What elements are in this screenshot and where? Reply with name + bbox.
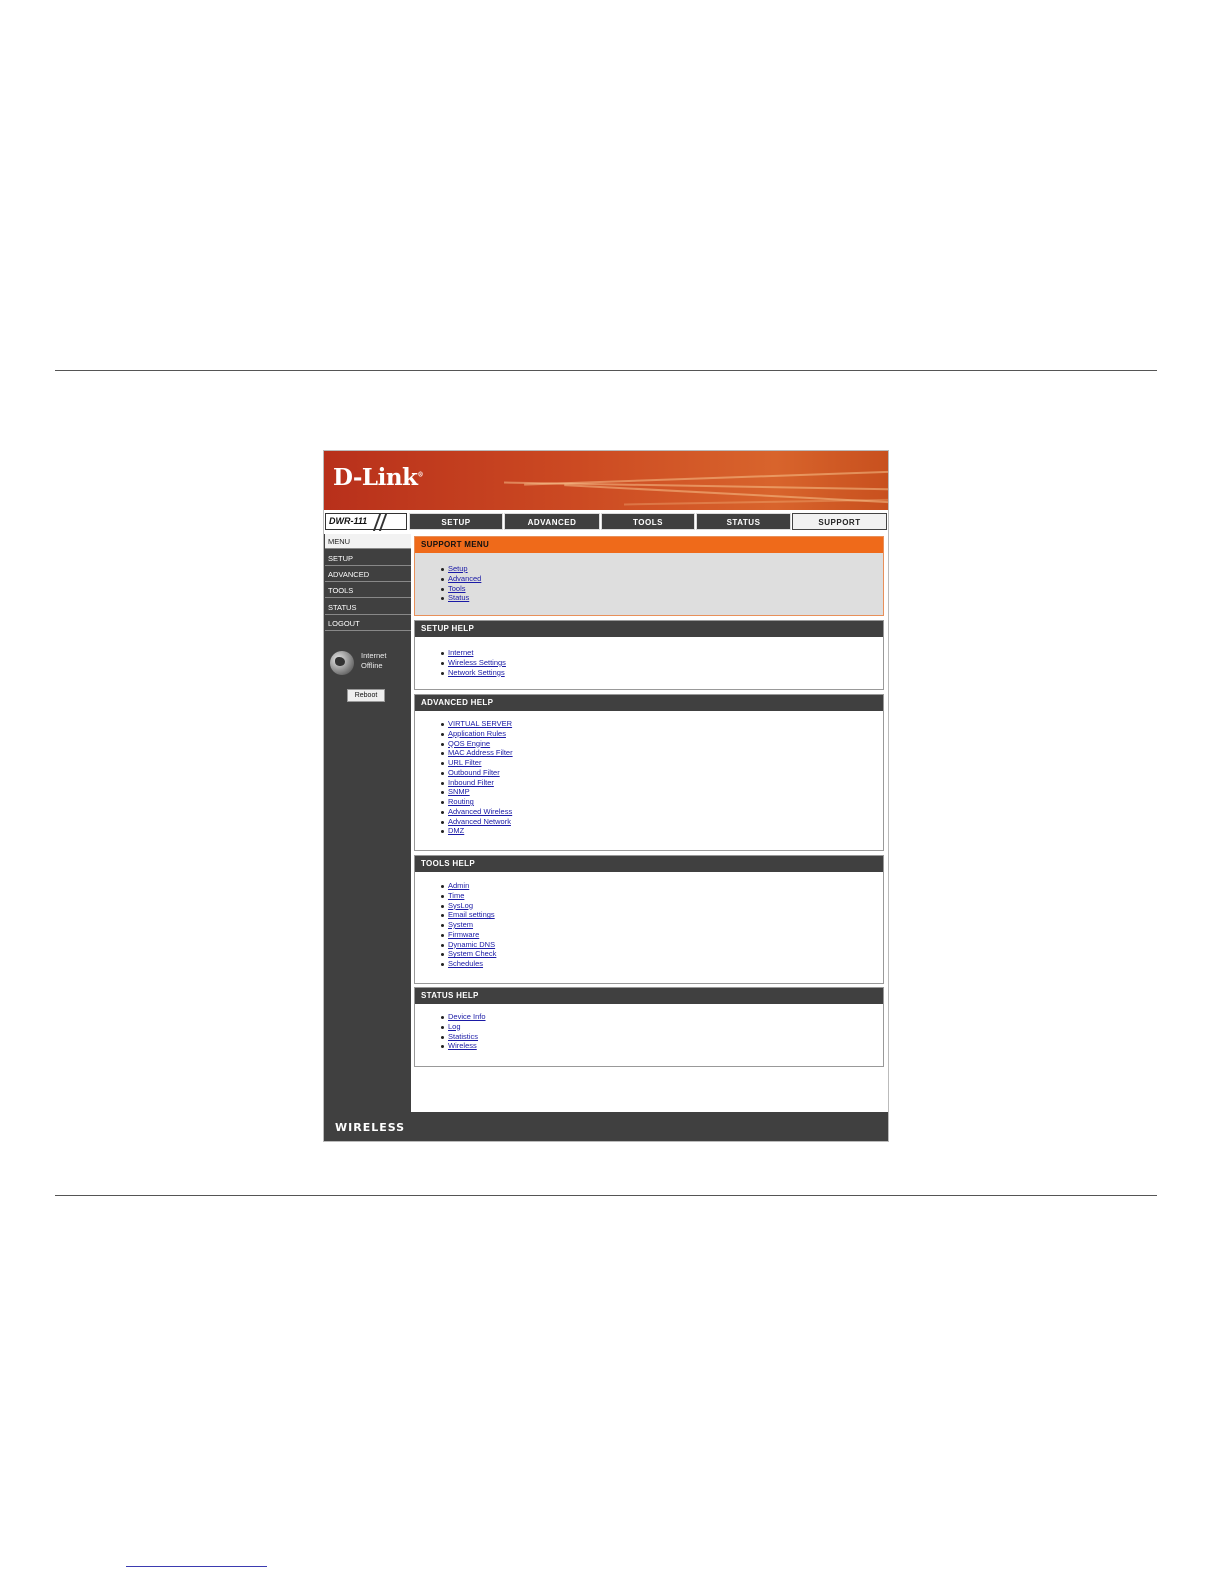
help-link-system-check[interactable]: System Check bbox=[448, 949, 883, 959]
sidebar-item-advanced[interactable]: ADVANCED bbox=[325, 567, 411, 582]
support-menu-title: SUPPORT MENU bbox=[415, 537, 883, 553]
advanced-help-box bbox=[414, 694, 884, 851]
help-link-url-filter[interactable]: URL Filter bbox=[448, 758, 883, 768]
sidebar-item-tools[interactable]: TOOLS bbox=[325, 583, 411, 598]
tools-help-box bbox=[414, 855, 884, 984]
help-link-routing[interactable]: Routing bbox=[448, 797, 883, 807]
help-link-schedules[interactable]: Schedules bbox=[448, 959, 883, 969]
model-name: DWR-111 bbox=[329, 516, 368, 526]
advanced-help-links bbox=[415, 711, 883, 836]
sidebar-item-status[interactable]: STATUS bbox=[325, 600, 411, 615]
sidebar bbox=[324, 534, 411, 1112]
help-link-wireless-settings[interactable]: Wireless Settings bbox=[448, 658, 883, 668]
help-link-qos-engine[interactable]: QOS Engine bbox=[448, 739, 883, 749]
router-web-ui bbox=[323, 450, 889, 1142]
help-link-network-settings[interactable]: Network Settings bbox=[448, 668, 883, 678]
support-menu-links bbox=[415, 553, 883, 603]
footer-bar bbox=[324, 1112, 888, 1141]
help-link-advanced-network[interactable]: Advanced Network bbox=[448, 817, 883, 827]
sidebar-item-menu[interactable]: MENU bbox=[325, 534, 411, 549]
help-link-wireless[interactable]: Wireless bbox=[448, 1041, 883, 1051]
header-banner bbox=[324, 451, 888, 510]
help-link-internet[interactable]: Internet bbox=[448, 648, 883, 658]
main-content bbox=[411, 534, 888, 1112]
status-help-box bbox=[414, 987, 884, 1067]
reboot-button[interactable]: Reboot bbox=[347, 689, 385, 702]
help-link-advanced[interactable]: Advanced bbox=[448, 574, 883, 584]
tools-help-title: TOOLS HELP bbox=[415, 856, 883, 872]
tab-advanced[interactable]: ADVANCED bbox=[504, 513, 600, 530]
help-link-device-info[interactable]: Device Info bbox=[448, 1012, 883, 1022]
offline-label: Offline bbox=[361, 661, 383, 670]
help-link-application-rules[interactable]: Application Rules bbox=[448, 729, 883, 739]
help-link-setup[interactable]: Setup bbox=[448, 564, 883, 574]
status-help-links bbox=[415, 1004, 883, 1051]
advanced-help-title: ADVANCED HELP bbox=[415, 695, 883, 711]
tab-status[interactable]: STATUS bbox=[696, 513, 791, 530]
sidebar-item-setup[interactable]: SETUP bbox=[325, 551, 411, 566]
help-link-dynamic-dns[interactable]: Dynamic DNS bbox=[448, 940, 883, 950]
setup-help-links bbox=[415, 637, 883, 677]
tab-tools[interactable]: TOOLS bbox=[601, 513, 695, 530]
bottom-divider bbox=[55, 1195, 1157, 1196]
help-link-system[interactable]: System bbox=[448, 920, 883, 930]
sidebar-item-logout[interactable]: LOGOUT bbox=[325, 616, 411, 631]
setup-help-box bbox=[414, 620, 884, 690]
help-link-snmp[interactable]: SNMP bbox=[448, 787, 883, 797]
help-link-virtual-server[interactable]: VIRTUAL SERVER bbox=[448, 719, 883, 729]
help-link-inbound-filter[interactable]: Inbound Filter bbox=[448, 778, 883, 788]
dlink-logo[interactable]: D-Link® bbox=[333, 464, 423, 491]
footer-underline bbox=[126, 1566, 267, 1567]
status-help-title: STATUS HELP bbox=[415, 988, 883, 1004]
model-badge bbox=[325, 513, 407, 530]
help-link-log[interactable]: Log bbox=[448, 1022, 883, 1032]
setup-help-title: SETUP HELP bbox=[415, 621, 883, 637]
wireless-brand: WIRELESS bbox=[335, 1121, 406, 1134]
globe-icon bbox=[330, 651, 354, 675]
help-link-statistics[interactable]: Statistics bbox=[448, 1032, 883, 1042]
help-link-advanced-wireless[interactable]: Advanced Wireless bbox=[448, 807, 883, 817]
help-link-mac-address-filter[interactable]: MAC Address Filter bbox=[448, 748, 883, 758]
tab-setup[interactable]: SETUP bbox=[409, 513, 503, 530]
help-link-admin[interactable]: Admin bbox=[448, 881, 883, 891]
help-link-tools[interactable]: Tools bbox=[448, 584, 883, 594]
help-link-dmz[interactable]: DMZ bbox=[448, 826, 883, 836]
internet-label: Internet bbox=[361, 651, 387, 660]
help-link-time[interactable]: Time bbox=[448, 891, 883, 901]
help-link-email-settings[interactable]: Email settings bbox=[448, 910, 883, 920]
tab-support[interactable]: SUPPORT bbox=[792, 513, 887, 530]
top-nav bbox=[324, 511, 888, 532]
tools-help-links bbox=[415, 872, 883, 969]
help-link-outbound-filter[interactable]: Outbound Filter bbox=[448, 768, 883, 778]
support-menu-box bbox=[414, 536, 884, 616]
help-link-firmware[interactable]: Firmware bbox=[448, 930, 883, 940]
top-divider bbox=[55, 370, 1157, 371]
help-link-status[interactable]: Status bbox=[448, 593, 883, 603]
help-link-syslog[interactable]: SysLog bbox=[448, 901, 883, 911]
